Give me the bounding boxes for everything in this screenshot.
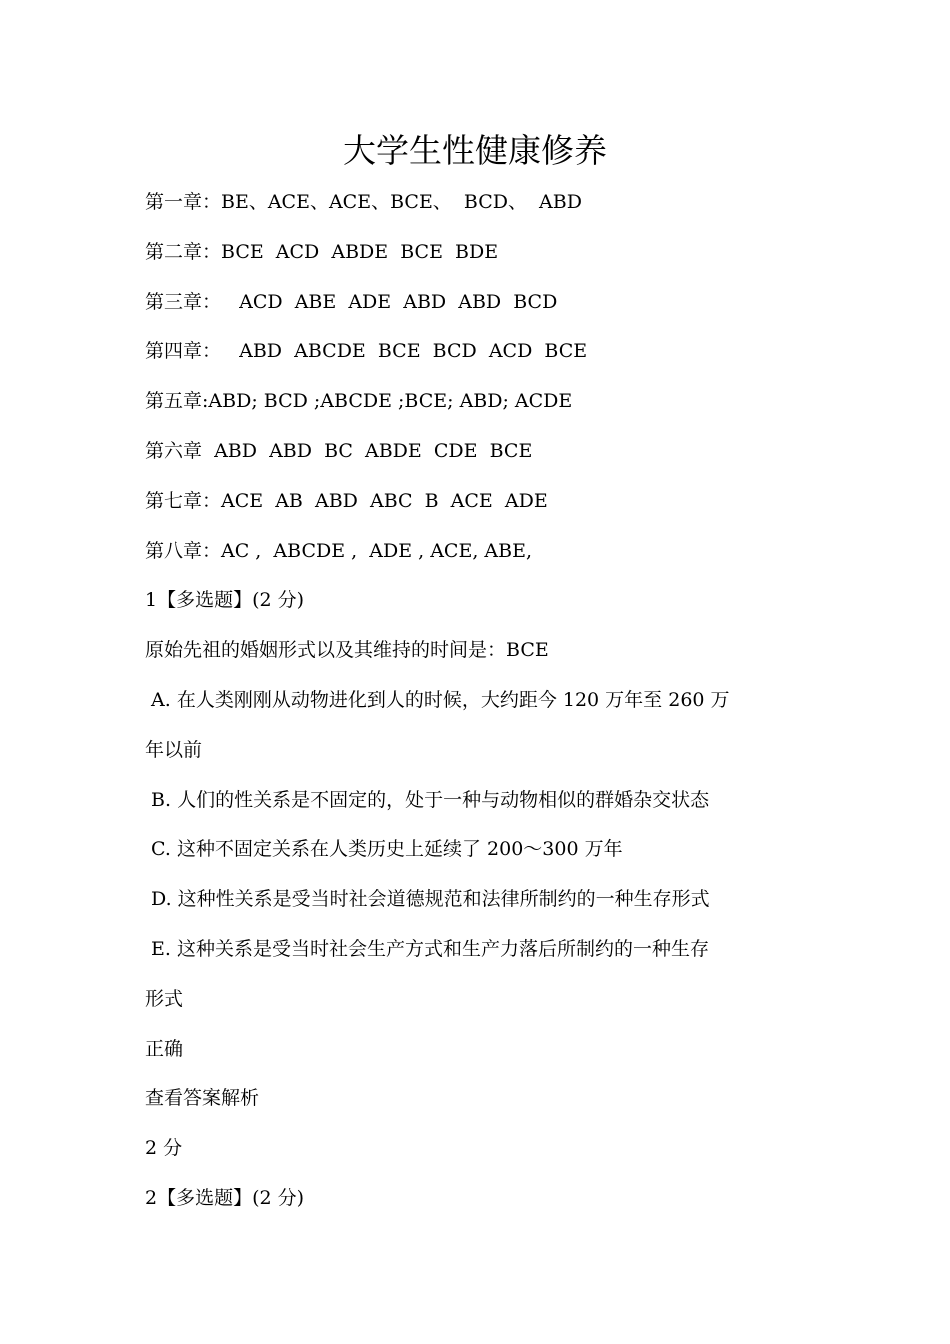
question-1-option-e: E. 这种关系是受当时社会生产方式和生产力落后所制约的一种生存 xyxy=(145,937,709,960)
chapter-4-answers: 第四章： ABD ABCDE BCE BCD ACD BCE xyxy=(145,340,588,363)
chapter-7-answers: 第七章：ACE AB ABD ABC B ACE ADE xyxy=(145,489,548,512)
question-1-option-b: B. 人们的性关系是不固定的，处于一种与动物相似的群婚杂交状态 xyxy=(145,788,710,811)
question-1-stem: 原始先祖的婚姻形式以及其维持的时间是：BCE xyxy=(145,639,549,662)
question-2-header: 2【多选题】(2 分) xyxy=(145,1186,305,1209)
chapter-5-answers: 第五章:ABD; BCD ;ABCDE ;BCE; ABD; ACDE xyxy=(145,390,573,413)
question-1-option-a: A. 在人类刚刚从动物进化到人的时候，大约距今 120 万年至 260 万 xyxy=(145,688,730,711)
chapter-8-answers: 第八章：AC , ABCDE , ADE , ACE, ABE, xyxy=(145,539,532,562)
chapter-6-answers: 第六章 ABD ABD BC ABDE CDE BCE xyxy=(145,439,533,462)
question-1-result: 正确 xyxy=(145,1037,184,1060)
question-1-option-d: D. 这种性关系是受当时社会道德规范和法律所制约的一种生存形式 xyxy=(145,888,710,911)
document-title: 大学生性健康修养 xyxy=(343,131,607,170)
question-1-option-a-continued: 年以前 xyxy=(145,738,203,761)
question-1-header: 1【多选题】(2 分) xyxy=(145,589,305,612)
chapter-2-answers: 第二章：BCE ACD ABDE BCE BDE xyxy=(145,240,499,263)
chapter-1-answers: 第一章：BE、ACE、ACE、BCE、 BCD、 ABD xyxy=(145,191,582,213)
view-answer-analysis-link[interactable]: 查看答案解析 xyxy=(145,1087,260,1110)
question-1-option-c: C. 这种不固定关系在人类历史上延续了 200～300 万年 xyxy=(145,838,623,861)
question-1-option-e-continued: 形式 xyxy=(145,987,184,1010)
chapter-3-answers: 第三章： ACD ABE ADE ABD ABD BCD xyxy=(145,290,558,313)
question-1-score: 2 分 xyxy=(145,1137,183,1160)
